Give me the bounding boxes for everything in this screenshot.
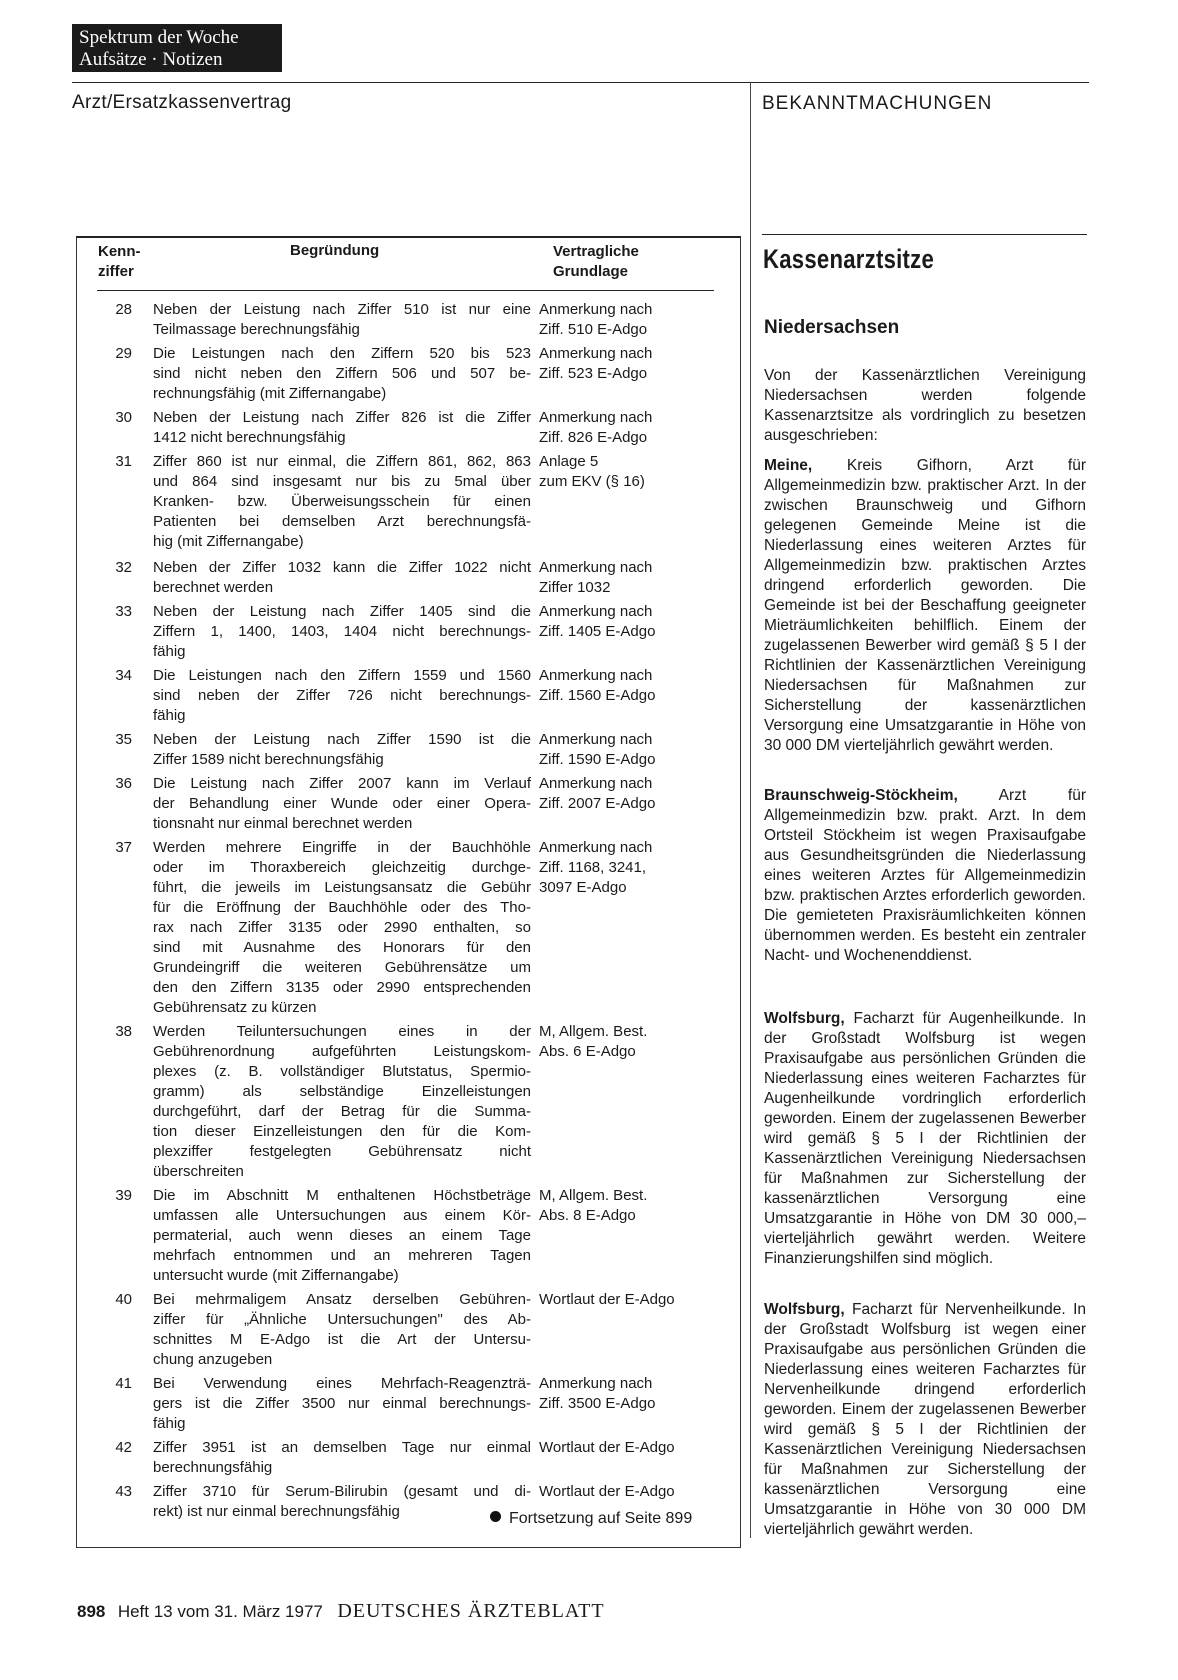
row-begruendung-line: plexziffer festgelegten Gebührensatz nicht — [153, 1143, 531, 1160]
row-begruendung-line: Ziffer 860 ist nur einmal, die Ziffern 861, 862, 863 — [153, 453, 531, 470]
listing-place: Wolfsburg, — [764, 1301, 845, 1318]
page-number: 898 — [77, 1602, 106, 1621]
row-begruendung-line: sind neben der Ziffer 726 nicht berechnungs- — [153, 687, 531, 704]
row-grundlage-line: Wortlaut der E-Adgo — [539, 1483, 675, 1500]
row-begruendung-line: tion dieser Einzelleistungen den für die Kom- — [153, 1123, 531, 1140]
row-begruendung-line: Neben der Leistung nach Ziffer 1405 sind die — [153, 603, 531, 620]
row-kennziffer: 33 — [115, 603, 132, 620]
row-begruendung-line: ziffer für „Ähnliche Untersuchungen" des Ab- — [153, 1311, 531, 1328]
column-header-vertraglich-line2: Grundlage — [553, 263, 629, 280]
row-begruendung-line: Ziffer 3951 ist an demselben Tage nur einmal — [153, 1439, 531, 1456]
row-begruendung — [153, 452, 531, 552]
listing-wolfsburg-augen — [764, 1009, 1086, 1269]
row-grundlage — [539, 1022, 729, 1062]
row-begruendung-line: rekt) ist nur einmal berechnungsfähig — [153, 1503, 400, 1520]
row-begruendung-line: plexes (z. B. vollständiger Blutstatus, Spermio- — [153, 1063, 531, 1080]
row-begruendung — [153, 666, 531, 726]
row-grundlage-line: 3097 E-Adgo — [539, 879, 627, 896]
row-kennziffer: 43 — [115, 1483, 132, 1500]
row-grundlage — [539, 344, 729, 384]
row-grundlage-line: Anmerkung nach — [539, 667, 653, 684]
row-begruendung-line: fähig — [153, 707, 186, 724]
row-kennziffer: 40 — [115, 1291, 132, 1308]
row-begruendung — [153, 1374, 531, 1434]
row-kennziffer: 36 — [115, 775, 132, 792]
row-begruendung-line: Werden Teiluntersuchungen eines in der — [153, 1023, 531, 1040]
row-grundlage-line: zum EKV (§ 16) — [539, 473, 645, 490]
row-grundlage-line: Anmerkung nach — [539, 409, 653, 426]
column-header-vertraglich-line1: Vertragliche — [553, 243, 639, 260]
row-begruendung-line: Ziffer 3710 für Serum-Bilirubin (gesamt und di- — [153, 1483, 531, 1500]
row-begruendung-line: oder im Thoraxbereich gleichzeitig durchge- — [153, 859, 531, 876]
article-subtitle: Niedersachsen — [764, 317, 900, 338]
continuation-note — [490, 1510, 692, 1528]
article-title: Kassenarztsitze — [763, 244, 935, 274]
row-grundlage-line: Wortlaut der E-Adgo — [539, 1439, 675, 1456]
row-kennziffer: 31 — [115, 453, 132, 470]
row-begruendung-line: Die im Abschnitt M enthaltenen Höchstbeträge — [153, 1187, 531, 1204]
row-begruendung-line: Teilmassage berechnungsfähig — [153, 321, 360, 338]
row-grundlage-line: Ziffer 1032 — [539, 579, 611, 596]
row-kennziffer: 42 — [115, 1439, 132, 1456]
top-rule — [72, 82, 1089, 83]
row-begruendung-line: berechnungsfähig — [153, 1459, 273, 1476]
row-grundlage — [539, 300, 729, 340]
row-grundlage — [539, 1438, 729, 1458]
row-grundlage — [539, 1374, 729, 1414]
row-kennziffer: 41 — [115, 1375, 132, 1392]
row-kennziffer: 32 — [115, 559, 132, 576]
row-grundlage-line: Ziff. 1168, 3241, — [539, 859, 647, 876]
row-begruendung — [153, 602, 531, 662]
row-begruendung-line: Grundeingriff die weiteren Gebührensätze um — [153, 959, 531, 976]
row-grundlage-line: Abs. 6 E-Adgo — [539, 1043, 636, 1060]
row-grundlage-line: Ziff. 523 E-Adgo — [539, 365, 648, 382]
magazine-name: DEUTSCHES ÄRZTEBLATT — [337, 1600, 605, 1622]
row-begruendung-line: chung anzugeben — [153, 1351, 273, 1368]
row-grundlage-line: Ziff. 1590 E-Adgo — [539, 751, 656, 768]
listing-text: Facharzt für Nervenheilkunde. In der Großstadt Wolfsburg ist wegen einer Praxisaufgabe aus persönlichen Gründen die Niederlassung eines weiteren Facharztes für Nervenheilkunde dringend erforderlich geworden. Einem der zugelassenen Bewerber wird gemäß § 5 I der Richtlinien der Kassenärztlichen Vereinigung Niedersachsen für Maßnahmen zur Sicherstellung der kassenärztlichen Versorgung eine Umsatzgarantie in Höhe von 30 000 DM vierteljährlich gewährt werden. — [764, 1301, 1086, 1538]
row-grundlage-line: Ziff. 510 E-Adgo — [539, 321, 648, 338]
badge-line-1: Spektrum der Woche — [79, 27, 239, 48]
column-header-kennziffer — [98, 242, 141, 282]
listing-text: Arzt für Allgemeinmedizin bzw. prakt. Arzt. In dem Ortsteil Stöckheim ist wegen Praxisaufgabe aus Gesundheitsgründen die Niederlassung eines weiteren Arztes für Allgemeinmedizin bzw. praktischen Arztes erforderlich geworden. Die gemieteten Praxisräumlichkeiten können übernommen werden. Es besteht ein zentraler Nacht- und Wochenenddienst. — [764, 787, 1086, 964]
row-begruendung-line: Kranken- bzw. Überweisungsschein für einen — [153, 493, 531, 510]
row-begruendung-line: sind mit Ausnahme des Honorars für den — [153, 939, 531, 956]
row-begruendung-line: hig (mit Ziffernangabe) — [153, 533, 304, 550]
row-grundlage — [539, 838, 729, 898]
row-grundlage-line: Anmerkung nach — [539, 345, 653, 362]
row-begruendung-line: Neben der Ziffer 1032 kann die Ziffer 1022 nicht — [153, 559, 531, 576]
row-begruendung-line: Bei Verwendung eines Mehrfach-Reagenzträ- — [153, 1375, 531, 1392]
row-begruendung — [153, 1290, 531, 1370]
row-grundlage-line: Ziff. 1560 E-Adgo — [539, 687, 656, 704]
row-begruendung-line: tionsnaht nur einmal berechnet werden — [153, 815, 413, 832]
row-begruendung-line: Werden mehrere Eingriffe in der Bauchhöhle — [153, 839, 531, 856]
row-begruendung-line: führt, die jeweils im Leistungsansatz die Gebühr — [153, 879, 531, 896]
row-begruendung-line: durchgeführt, darf der Betrag für die Summa- — [153, 1103, 531, 1120]
row-kennziffer: 37 — [115, 839, 132, 856]
row-begruendung-line: gers ist die Ziffer 3500 nur einmal berechnungs- — [153, 1395, 531, 1412]
row-begruendung-line: Gebührenordnung aufgeführten Leistungskom- — [153, 1043, 531, 1060]
row-grundlage-line: Ziff. 826 E-Adgo — [539, 429, 648, 446]
row-begruendung — [153, 838, 531, 1018]
row-begruendung-line: den den Ziffern 3135 oder 2990 entsprechenden — [153, 979, 531, 996]
row-grundlage-line: Anmerkung nach — [539, 301, 653, 318]
row-begruendung — [153, 730, 531, 770]
row-grundlage — [539, 1290, 729, 1310]
row-grundlage — [539, 1186, 729, 1226]
row-begruendung-line: fähig — [153, 1415, 186, 1432]
row-kennziffer: 28 — [115, 301, 132, 318]
listing-text: Facharzt für Augenheilkunde. In der Großstadt Wolfsburg ist wegen Praxisaufgabe aus persönlichen Gründen die Niederlassung eines weiteren Facharztes für Augenheilkunde vordringlich erforderlich geworden. Einem der zugelassenen Bewerber wird gemäß § 5 I der Richtlinien der Kassenärztlichen Vereinigung Niedersachsen für Maßnahmen zur Sicherstellung der kassenärztlichen Versorgung eine Umsatzgarantie in Höhe von DM 30 000,– vierteljährlich gewährt werden. Weitere Finanzierungshilfen sind möglich. — [764, 1010, 1086, 1267]
continuation-text: Fortsetzung auf Seite 899 — [509, 1510, 693, 1527]
row-grundlage-line: Anmerkung nach — [539, 839, 653, 856]
listing-place: Wolfsburg, — [764, 1010, 845, 1027]
column-header-vertragliche-grundlage — [553, 242, 639, 282]
row-begruendung-line: 1412 nicht berechnungsfähig — [153, 429, 346, 446]
row-kennziffer: 30 — [115, 409, 132, 426]
column-header-begruendung: Begründung — [290, 242, 380, 259]
row-begruendung — [153, 300, 531, 340]
row-grundlage-line: M, Allgem. Best. — [539, 1023, 648, 1040]
row-begruendung-line: Neben der Leistung nach Ziffer 1590 ist die — [153, 731, 531, 748]
row-grundlage-line: Ziff. 1405 E-Adgo — [539, 623, 656, 640]
row-begruendung-line: Die Leistungen nach den Ziffern 1559 und 1560 — [153, 667, 531, 684]
row-begruendung-line: und 864 sind insgesamt nur bis zu 5mal über — [153, 473, 531, 490]
row-begruendung — [153, 1438, 531, 1478]
row-begruendung-line: schnittes M E-Adgo ist die Art der Untersu- — [153, 1331, 531, 1348]
row-begruendung-line: Neben der Leistung nach Ziffer 510 ist nur eine — [153, 301, 531, 318]
row-kennziffer: 39 — [115, 1187, 132, 1204]
section-title-left: Arzt/Ersatzkassenvertrag — [72, 92, 292, 113]
row-grundlage-line: M, Allgem. Best. — [539, 1187, 648, 1204]
row-begruendung-line: permaterial, auch wenn dieses an einem Tage — [153, 1227, 531, 1244]
row-begruendung-line: Ziffern 1, 1400, 1403, 1404 nicht berechnungs- — [153, 623, 531, 640]
row-begruendung-line: Patienten bei demselben Arzt berechnungsfä- — [153, 513, 531, 530]
row-grundlage — [539, 408, 729, 448]
listing-braunschweig — [764, 786, 1086, 966]
section-title-right: BEKANNTMACHUNGEN — [762, 93, 993, 114]
row-grundlage — [539, 1482, 729, 1502]
row-begruendung-line: rechnungsfähig (mit Ziffernangabe) — [153, 385, 387, 402]
row-begruendung-line: Ziffer 1589 nicht berechnungsfähig — [153, 751, 384, 768]
row-grundlage — [539, 730, 729, 770]
row-grundlage-line: Anmerkung nach — [539, 731, 653, 748]
row-begruendung-line: Neben der Leistung nach Ziffer 826 ist die Ziffer — [153, 409, 531, 426]
listing-text: Kreis Gifhorn, Arzt für Allgemeinmedizin bzw. praktischer Arzt. In der zwischen Braunschweig und Gifhorn gelegenen Gemeinde Meine ist die Niederlassung eines weiteren Arztes für Allgemeinmedizin bzw. praktischen Arztes dringend erforderlich geworden. Die Gemeinde ist bei der Beschaffung geeigneter Mieträumlichkeiten behilflich. Einem der zugelassenen Bewerber wird gemäß § 5 I der Richtlinien der Kassenärztlichen Vereinigung Niedersachsen für Maßnahmen zur Sicherstellung der kassenärztlichen Versorgung eine Umsatzgarantie in Höhe von 30 000 DM vierteljährlich gewährt werden. — [764, 457, 1086, 754]
row-begruendung-line: gramm) als selbständige Einzelleistungen — [153, 1083, 531, 1100]
row-begruendung-line: berechnet werden — [153, 579, 274, 596]
row-grundlage-line: Ziff. 3500 E-Adgo — [539, 1395, 656, 1412]
row-begruendung-line: Die Leistung nach Ziffer 2007 kann im Verlauf — [153, 775, 531, 792]
article-intro: Von der Kassenärztlichen Vereinigung Niedersachsen werden folgende Kassenarztsitze als vordringlich zu besetzen ausgeschrieben: — [764, 367, 1086, 444]
row-grundlage — [539, 452, 729, 492]
column-divider — [750, 82, 751, 1538]
issue-info: Heft 13 vom 31. März 1977 — [117, 1602, 323, 1621]
row-grundlage-line: Ziff. 2007 E-Adgo — [539, 795, 656, 812]
row-begruendung — [153, 1022, 531, 1182]
row-grundlage-line: Anmerkung nach — [539, 603, 653, 620]
row-grundlage-line: Wortlaut der E-Adgo — [539, 1291, 675, 1308]
bullet-icon — [490, 1511, 501, 1522]
row-kennziffer: 29 — [115, 345, 132, 362]
row-begruendung-line: für die Eröffnung der Bauchhöhle oder des Tho- — [153, 899, 531, 916]
page-footer — [77, 1600, 605, 1623]
row-begruendung — [153, 344, 531, 404]
row-begruendung — [153, 1482, 531, 1522]
row-begruendung-line: Gebührensatz zu kürzen — [153, 999, 317, 1016]
row-kennziffer: 34 — [115, 667, 132, 684]
row-begruendung — [153, 774, 531, 834]
row-kennziffer: 38 — [115, 1023, 132, 1040]
row-begruendung-line: der Behandlung einer Wunde oder einer Opera- — [153, 795, 531, 812]
listing-meine — [764, 456, 1086, 756]
row-grundlage-line: Abs. 8 E-Adgo — [539, 1207, 636, 1224]
row-begruendung-line: Bei mehrmaligem Ansatz derselben Gebühren- — [153, 1291, 531, 1308]
row-begruendung-line: umfassen alle Untersuchungen aus einem Kör- — [153, 1207, 531, 1224]
row-begruendung-line: untersucht wurde (mit Ziffernangabe) — [153, 1267, 399, 1284]
row-begruendung-line: fähig — [153, 643, 186, 660]
row-grundlage-line: Anmerkung nach — [539, 559, 653, 576]
listing-place: Meine, — [764, 457, 813, 474]
right-column-rule — [762, 234, 1087, 235]
row-grundlage-line: Anmerkung nach — [539, 1375, 653, 1392]
row-grundlage — [539, 666, 729, 706]
row-grundlage — [539, 558, 729, 598]
row-grundlage-line: Anlage 5 — [539, 453, 599, 470]
row-begruendung — [153, 1186, 531, 1286]
row-begruendung-line: sind nicht neben den Ziffern 506 und 507 be- — [153, 365, 531, 382]
header-rule — [97, 290, 714, 291]
row-begruendung-line: mehrfach entnommen und an mehreren Tagen — [153, 1247, 531, 1264]
row-begruendung-line: überschreiten — [153, 1163, 244, 1180]
row-begruendung — [153, 558, 531, 598]
listing-place: Braunschweig-Stöckheim, — [764, 787, 958, 804]
column-header-kennziffer-line1: Kenn- — [98, 243, 141, 260]
row-begruendung-line: rax nach Ziffer 3135 oder 2990 enthalten, so — [153, 919, 531, 936]
column-header-kennziffer-line2: ziffer — [98, 263, 134, 280]
row-grundlage — [539, 774, 729, 814]
row-begruendung-line: Die Leistungen nach den Ziffern 520 bis 523 — [153, 345, 531, 362]
badge-line-2: Aufsätze · Notizen — [79, 49, 223, 70]
section-badge — [72, 24, 282, 72]
row-kennziffer: 35 — [115, 731, 132, 748]
row-grundlage — [539, 602, 729, 642]
listing-wolfsburg-nerven — [764, 1300, 1086, 1540]
row-begruendung — [153, 408, 531, 448]
row-grundlage-line: Anmerkung nach — [539, 775, 653, 792]
